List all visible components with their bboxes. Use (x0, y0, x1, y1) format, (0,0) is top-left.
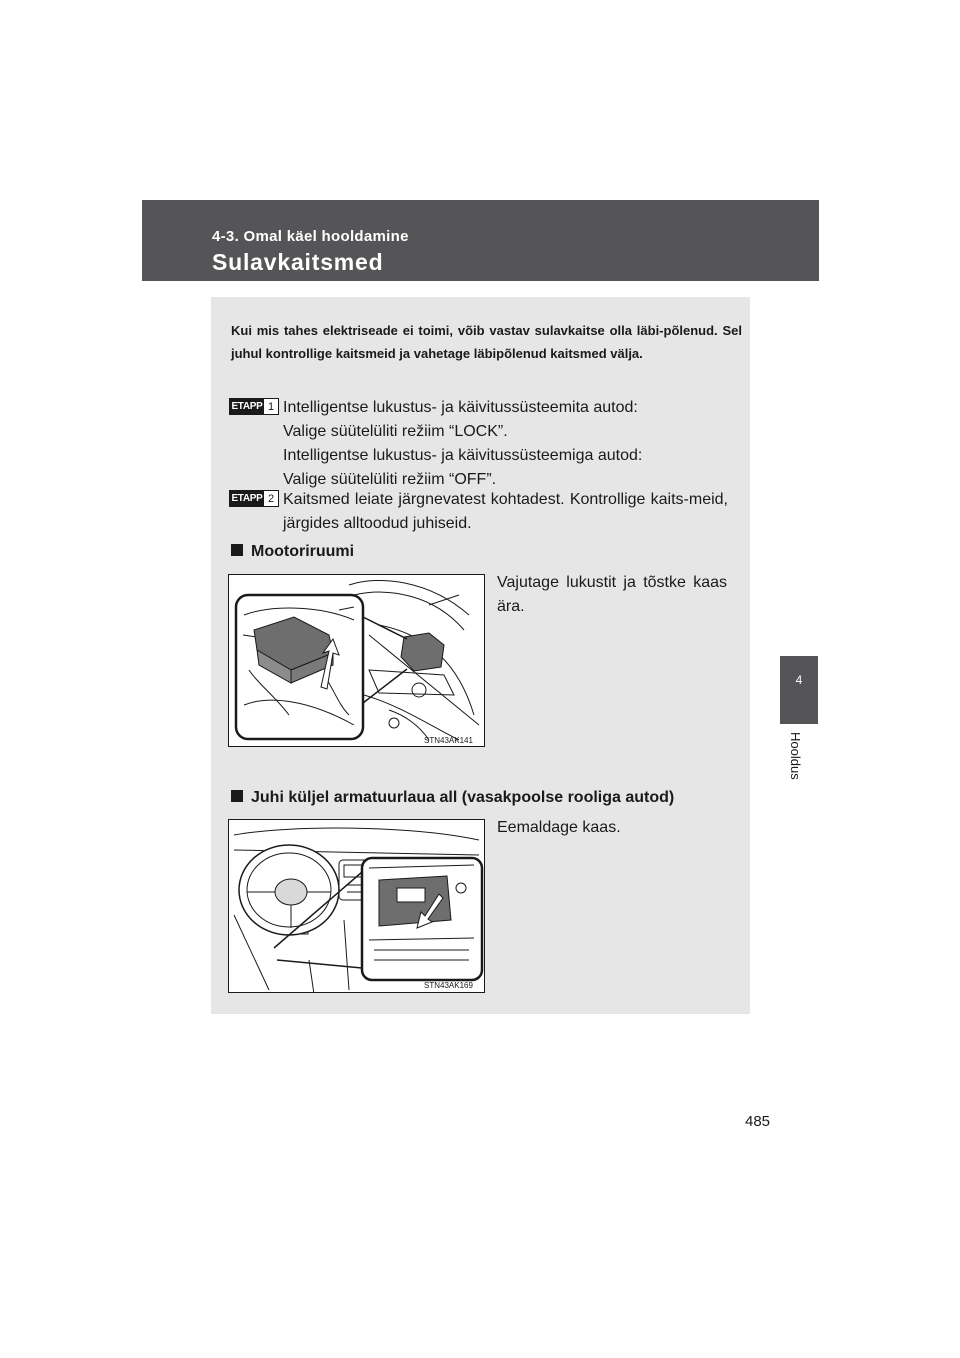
engine-fusebox-illustration (228, 574, 485, 747)
section-heading-engine (231, 543, 354, 561)
step-1-line: Intelligentse lukustus- ja käivitussüsteemiga autod: (283, 447, 643, 464)
figure-code: STN43AK169 (424, 981, 473, 990)
content-box (211, 297, 750, 1014)
chapter-tab-number: 4 (795, 673, 803, 687)
section-label: 4-3. Omal käel hooldamine (212, 228, 409, 245)
intro-paragraph: Kui mis tahes elektriseade ei toimi, võib vastav sulavkaitse olla läbi-põlenud. Sel juhul kontrollige kaitsmeid ja vahetage läbipõlenud kaitsmed välja. (231, 323, 742, 361)
engine-bay-drawing (229, 575, 485, 747)
chapter-tab (780, 656, 818, 724)
step-badge-label: ETAPP (231, 493, 263, 504)
step-badge-number: 2 (267, 492, 275, 505)
figure-code: STN43AK141 (424, 736, 473, 745)
dashboard-drawing (229, 820, 485, 993)
section-heading-dashboard (231, 789, 674, 807)
step-badge-number: 1 (267, 400, 275, 413)
step-1-line: Intelligentse lukustus- ja käivitussüsteemita autod: (283, 399, 638, 416)
dashboard-caption: Eemaldage kaas. (497, 819, 621, 836)
step-1-text (283, 396, 728, 492)
dashboard-fusebox-illustration (228, 819, 485, 993)
page-title: Sulavkaitsmed (212, 249, 384, 275)
step-1-line: Valige süütelüliti režiim “OFF”. (283, 471, 497, 488)
step-badge-1 (229, 398, 279, 415)
step-badge-label: ETAPP (231, 401, 263, 412)
bullet-square-icon (231, 790, 243, 802)
chapter-tab-label: Hooldus (788, 732, 803, 780)
page-number: 485 (745, 1113, 771, 1130)
step-1-line: Valige süütelüliti režiim “LOCK”. (283, 423, 508, 440)
step-2-text: Kaitsmed leiate järgnevatest kohtadest. Kontrollige kaits-meid, järgides alltoodud juhiseid. (283, 491, 728, 532)
engine-caption: Vajutage lukustit ja tõstke kaas ära. (497, 574, 727, 615)
section-heading-text: Juhi küljel armatuurlaua all (vasakpoolse rooliga autod) (251, 789, 675, 806)
bullet-square-icon (231, 544, 243, 556)
step-badge-2 (229, 490, 279, 507)
chapter-header (142, 200, 819, 281)
section-heading-text: Mootoriruumi (251, 543, 355, 560)
